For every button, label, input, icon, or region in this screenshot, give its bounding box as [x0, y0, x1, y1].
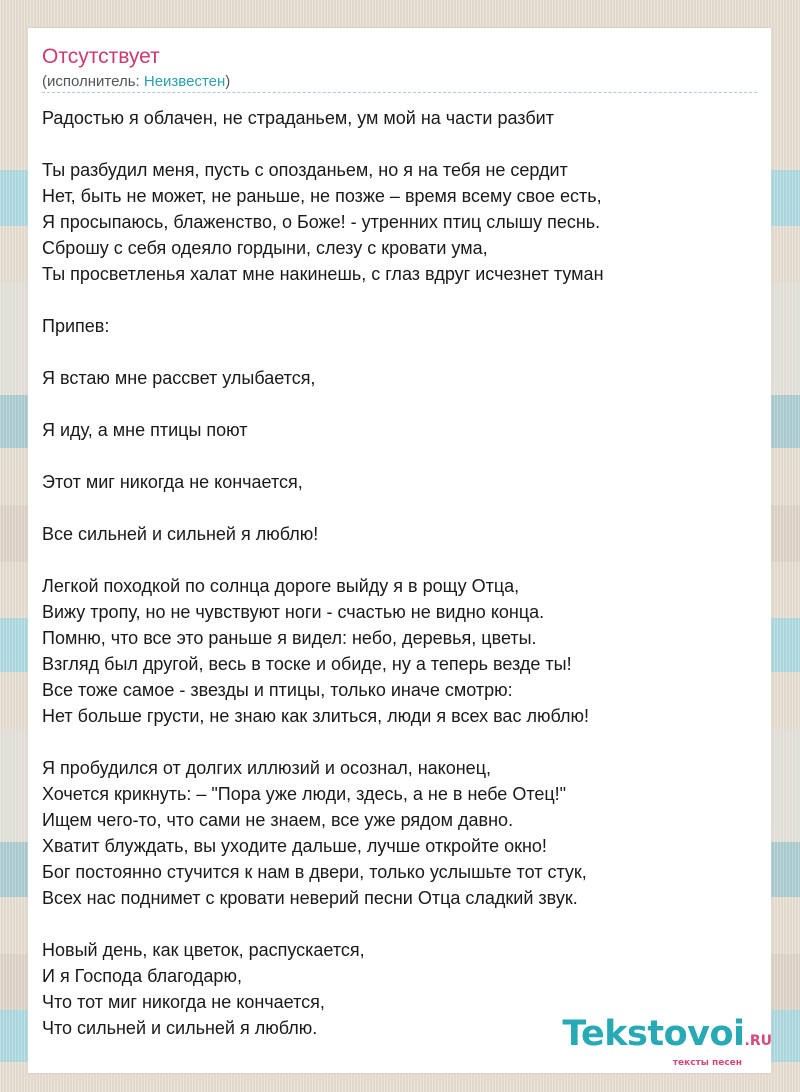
lyric-line: Что тот миг никогда не кончается, — [42, 992, 325, 1012]
blank-line — [42, 287, 762, 313]
logo-tld: .RU — [744, 1033, 772, 1049]
blank-line — [42, 729, 762, 755]
lyric-line: Все сильней и сильней я люблю! — [42, 524, 319, 544]
lyric-line: И я Господа благодарю, — [42, 966, 242, 986]
lyric-line: Бог постоянно стучится к нам в двери, только услышьте тот стук, — [42, 862, 587, 882]
logo-tagline: тексты песен — [672, 1058, 742, 1068]
artist-link[interactable]: Неизвестен — [143, 73, 226, 90]
artist-prefix: (исполнитель: — [42, 73, 144, 90]
lyric-line: Нет, быть не может, не раньше, не позже – время всему свое есть, — [42, 186, 602, 206]
site-logo[interactable] — [562, 1014, 772, 1068]
blank-line — [42, 911, 762, 937]
lyric-line: Я встаю мне рассвет улыбается, — [42, 368, 316, 388]
blank-line — [42, 339, 762, 365]
artist-suffix: ) — [225, 73, 231, 90]
lyric-line: Всех нас поднимет с кровати неверий песни Отца сладкий звук. — [42, 888, 578, 908]
lyric-line: Сброшу с себя одеяло гордыни, слезу с кровати ума, — [42, 238, 488, 258]
lyric-line: Этот миг никогда не кончается, — [42, 472, 303, 492]
blank-line — [42, 547, 762, 573]
lyric-line: Припев: — [42, 316, 110, 336]
lyric-line: Все тоже самое - звезды и птицы, только иначе смотрю: — [42, 680, 513, 700]
song-title: Отсутствует — [42, 45, 160, 68]
lyric-line: Помню, что все это раньше я видел: небо, деревья, цветы. — [42, 628, 537, 648]
lyric-line: Я просыпаюсь, блаженство, о Боже! - утренних птиц слышу песнь. — [42, 212, 601, 232]
blank-line — [42, 495, 762, 521]
lyric-line: Я иду, а мне птицы поют — [42, 420, 248, 440]
divider — [42, 92, 757, 93]
lyric-line: Новый день, как цветок, распускается, — [42, 940, 365, 960]
lyric-line: Легкой походкой по солнца дороге выйду я в рощу Отца, — [42, 576, 520, 596]
lyric-line: Нет больше грусти, не знаю как злиться, люди я всех вас люблю! — [42, 706, 589, 726]
lyric-line: Ты просветленья халат мне накинешь, с глаз вдруг исчезнет туман — [42, 264, 604, 284]
lyric-line: Что сильней и сильней я люблю. — [42, 1018, 318, 1038]
blank-line — [42, 131, 762, 157]
logo-name: Tekstovoi — [562, 1014, 745, 1054]
lyric-line: Ты разбудил меня, пусть с опозданьем, но я на тебя не сердит — [42, 160, 568, 180]
lyrics-body — [42, 105, 762, 1041]
lyric-line: Я пробудился от долгих иллюзий и осознал, наконец, — [42, 758, 492, 778]
lyric-line: Радостью я облачен, не страданьем, ум мой на части разбит — [42, 108, 554, 128]
lyric-line: Хватит блуждать, вы уходите дальше, лучше откройте окно! — [42, 836, 547, 856]
lyric-line: Вижу тропу, но не чувствуют ноги - счастью не видно конца. — [42, 602, 545, 622]
artist-line — [42, 73, 230, 91]
lyric-line: Взгляд был другой, весь в тоске и обиде, ну а теперь везде ты! — [42, 654, 572, 674]
blank-line — [42, 443, 762, 469]
blank-line — [42, 391, 762, 417]
lyric-line: Ищем чего-то, что сами не знаем, все уже рядом давно. — [42, 810, 514, 830]
lyrics-card — [28, 28, 771, 1073]
lyric-line: Хочется крикнуть: – "Пора уже люди, здесь, а не в небе Отец!" — [42, 784, 567, 804]
